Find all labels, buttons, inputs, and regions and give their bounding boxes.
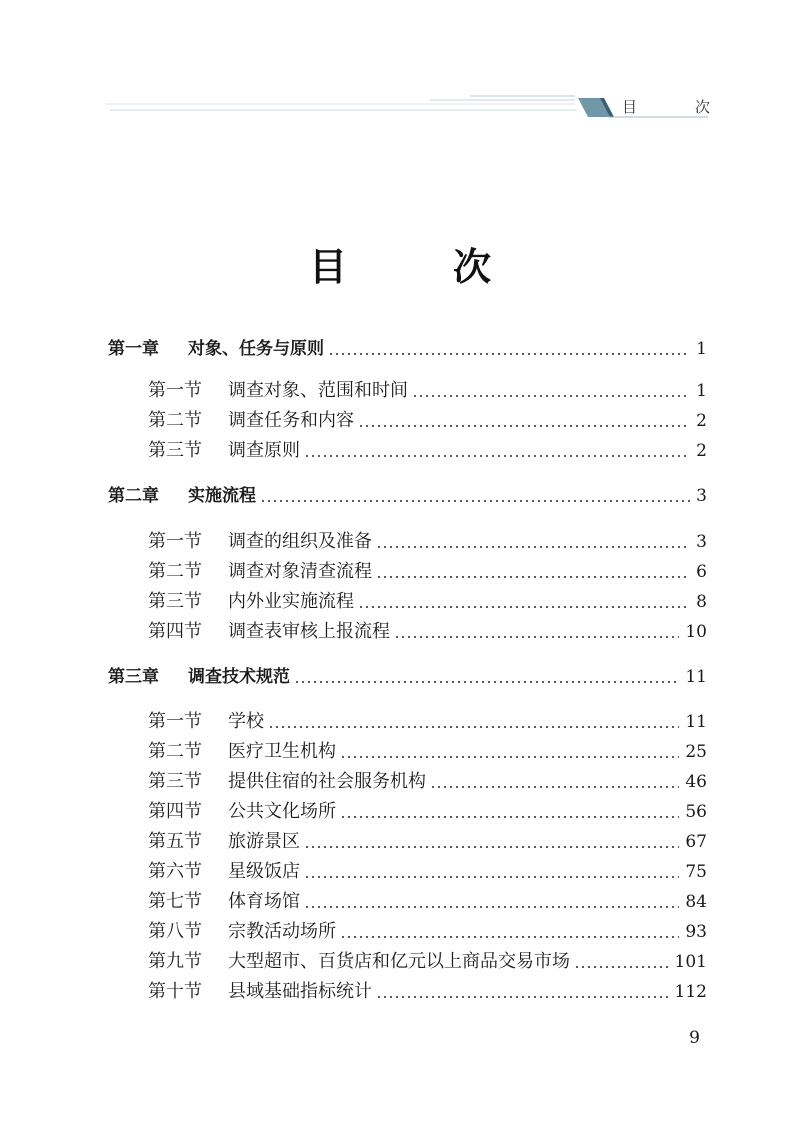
toc-section-3-3[interactable] <box>148 769 707 795</box>
toc-section-3-4[interactable] <box>148 799 707 825</box>
dot-leader <box>304 889 679 915</box>
toc-section-3-6[interactable] <box>148 859 707 885</box>
toc-entry-number: 第三节 <box>148 440 202 461</box>
toc-entry-title: 学校 <box>228 711 264 732</box>
toc-entry-number: 第一节 <box>148 711 202 732</box>
toc-chapter-3[interactable] <box>108 664 707 690</box>
toc-entry-title: 调查技术规范 <box>188 667 290 687</box>
toc-entry-page: 11 <box>685 712 707 732</box>
toc-entry-number: 第二节 <box>148 741 202 762</box>
toc-entry-number: 第六节 <box>148 861 202 882</box>
toc-entry-page: 11 <box>685 667 707 687</box>
toc-entry-page: 1 <box>696 381 707 401</box>
toc-section-3-5[interactable] <box>148 829 707 855</box>
toc-entry-page: 10 <box>685 622 707 642</box>
toc-entry-page: 3 <box>696 532 707 552</box>
toc-section-3-7[interactable] <box>148 889 707 915</box>
toc-entry-title: 对象、任务与原则 <box>188 339 324 359</box>
toc-entry-number: 第五节 <box>148 831 202 852</box>
toc-entry-title: 旅游景区 <box>228 831 300 852</box>
page-number: 9 <box>689 1028 700 1048</box>
toc-entry-title: 宗教活动场所 <box>228 921 336 942</box>
toc-entry-title: 调查对象、范围和时间 <box>228 380 408 401</box>
toc-section-1-2[interactable] <box>148 408 707 434</box>
toc-entry-title: 体育场馆 <box>228 891 300 912</box>
toc-chapter-1[interactable] <box>108 336 707 362</box>
toc-entry-title: 实施流程 <box>188 486 256 506</box>
toc-entry-page: 3 <box>696 486 707 506</box>
toc-entry-number: 第三节 <box>148 771 202 792</box>
toc-entry-number: 第三章 <box>108 667 159 687</box>
toc-entry-page: 25 <box>685 742 707 762</box>
dot-leader <box>340 739 679 765</box>
toc-entry-page: 46 <box>685 772 707 792</box>
toc-entry-number: 第八节 <box>148 921 202 942</box>
toc-entry-page: 93 <box>685 922 707 942</box>
toc-entry-number: 第二章 <box>108 486 159 506</box>
toc-section-3-2[interactable] <box>148 739 707 765</box>
toc-entry-title: 调查任务和内容 <box>228 410 354 431</box>
toc-entry-number: 第一节 <box>148 531 202 552</box>
toc-entry-page: 2 <box>696 411 707 431</box>
toc-section-3-10[interactable] <box>148 979 707 1005</box>
toc-entry-number: 第九节 <box>148 951 202 972</box>
toc-entry-page: 8 <box>696 592 707 612</box>
dot-leader <box>358 589 690 615</box>
toc-section-1-3[interactable] <box>148 438 707 464</box>
toc-section-3-1[interactable] <box>148 709 707 735</box>
toc-entry-title: 星级饭店 <box>228 861 300 882</box>
toc-section-2-4[interactable] <box>148 619 707 645</box>
toc-entry-page: 2 <box>696 441 707 461</box>
dot-leader <box>328 336 690 362</box>
toc-entry-number: 第一节 <box>148 380 202 401</box>
toc-entry-page: 1 <box>696 339 707 359</box>
toc-section-1-1[interactable] <box>148 378 707 404</box>
toc-entry-title: 调查表审核上报流程 <box>228 621 390 642</box>
toc-entry-page: 6 <box>696 562 707 582</box>
toc-entry-page: 112 <box>674 982 707 1002</box>
dot-leader <box>294 664 679 690</box>
dot-leader <box>430 769 679 795</box>
toc-entry-title: 提供住宿的社会服务机构 <box>228 771 426 792</box>
toc-entry-title: 内外业实施流程 <box>228 591 354 612</box>
toc-entry-title: 公共文化场所 <box>228 801 336 822</box>
toc-entry-page: 101 <box>674 952 707 972</box>
toc-entry-number: 第二节 <box>148 410 202 431</box>
header-label-char-1: 目 <box>622 98 638 116</box>
toc-section-2-2[interactable] <box>148 559 707 585</box>
toc-entry-number: 第四节 <box>148 801 202 822</box>
dot-leader <box>376 529 690 555</box>
dot-leader <box>304 438 690 464</box>
toc-entry-number: 第七节 <box>148 891 202 912</box>
dot-leader <box>574 949 669 975</box>
dot-leader <box>340 919 679 945</box>
dot-leader <box>260 483 690 509</box>
toc-entry-title: 医疗卫生机构 <box>228 741 336 762</box>
toc-entry-title: 调查的组织及准备 <box>228 531 372 552</box>
page-title-char-2: 次 <box>453 245 492 289</box>
toc-entry-title: 大型超市、百货店和亿元以上商品交易市场 <box>228 951 570 972</box>
dot-leader <box>394 619 679 645</box>
toc-entry-page: 56 <box>685 802 707 822</box>
dot-leader <box>304 859 679 885</box>
dot-leader <box>412 378 690 404</box>
toc-section-3-9[interactable] <box>148 949 707 975</box>
toc-entry-title: 调查原则 <box>228 440 300 461</box>
toc-section-2-1[interactable] <box>148 529 707 555</box>
toc-entry-number: 第一章 <box>108 339 159 359</box>
dot-leader <box>340 799 679 825</box>
header-label-char-2: 次 <box>694 98 710 116</box>
toc-entry-page: 84 <box>685 892 707 912</box>
toc-entry-number: 第四节 <box>148 621 202 642</box>
page-title-char-1: 目 <box>308 245 347 289</box>
toc-entry-title: 调查对象清查流程 <box>228 561 372 582</box>
toc-entry-page: 67 <box>685 832 707 852</box>
toc-entry-number: 第三节 <box>148 591 202 612</box>
dot-leader <box>304 829 679 855</box>
toc-section-2-3[interactable] <box>148 589 707 615</box>
toc-section-3-8[interactable] <box>148 919 707 945</box>
dot-leader <box>358 408 690 434</box>
toc-entry-number: 第十节 <box>148 981 202 1002</box>
toc-entry-number: 第二节 <box>148 561 202 582</box>
dot-leader <box>268 709 679 735</box>
toc-entry-page: 75 <box>685 862 707 882</box>
dot-leader <box>376 979 669 1005</box>
toc-entry-title: 县域基础指标统计 <box>228 981 372 1002</box>
toc-chapter-2[interactable] <box>108 483 707 509</box>
dot-leader <box>376 559 690 585</box>
